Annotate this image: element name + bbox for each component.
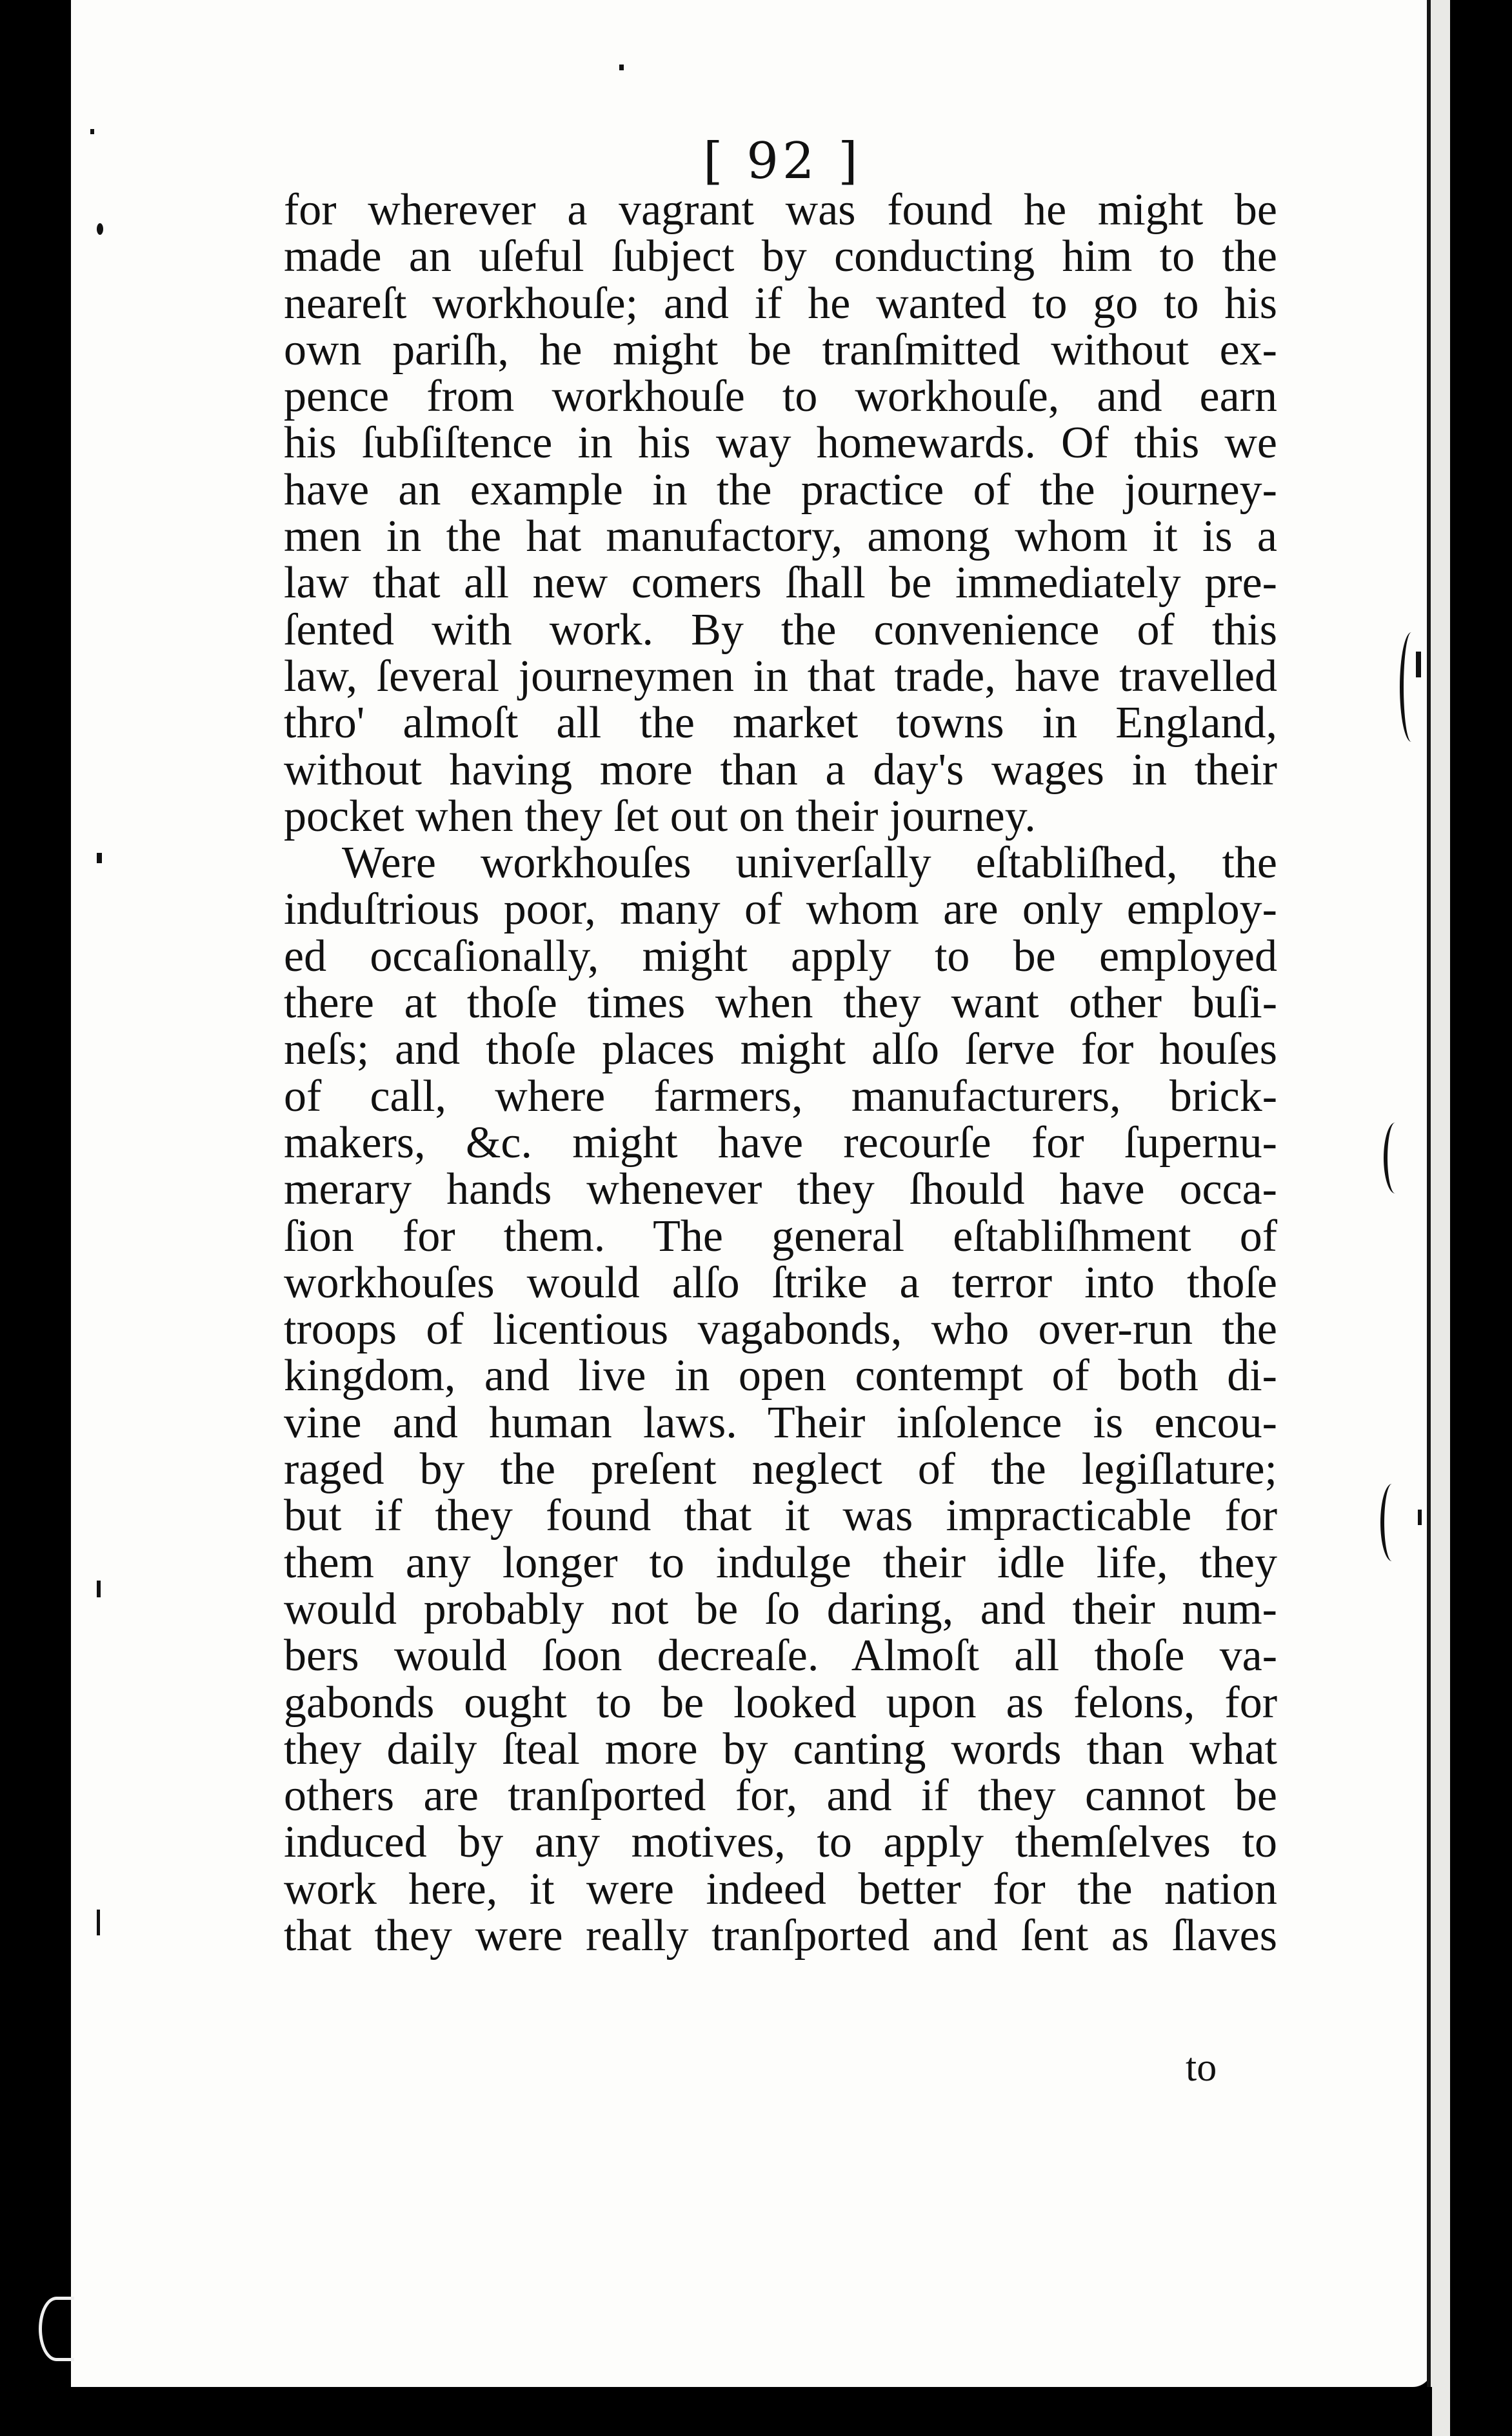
catchword: to	[1186, 2046, 1217, 2090]
text-line: ſion for them. The general eſtabliſhment of	[284, 1211, 1277, 1261]
text-line: ed occaſionally, might apply to be employed	[284, 931, 1277, 981]
text-line: they daily ſteal more by canting words than what	[284, 1724, 1277, 1774]
text-line: work here, it were indeed better for the nation	[284, 1864, 1277, 1914]
text-line: neſs; and thoſe places might alſo ſerve for houſes	[284, 1024, 1277, 1075]
scan-corner-mark	[39, 2297, 74, 2361]
text-line: kingdom, and live in open contempt of both di-	[284, 1351, 1277, 1401]
text-line: for wherever a vagrant was found he might be	[284, 185, 1277, 235]
scan-bottom-border	[71, 2387, 1432, 2436]
scan-speck	[1418, 1510, 1422, 1525]
paragraph-first-line: Were workhouſes univerſally eſtabliſhed, the	[342, 838, 1277, 888]
text-line: ſented with work. By the convenience of this	[284, 604, 1277, 655]
text-line: induſtrious poor, many of whom are only employ-	[284, 884, 1277, 935]
text-line: them any longer to indulge their idle life, they	[284, 1537, 1277, 1588]
page-header: [ 92 ]	[703, 132, 862, 190]
text-line: his ſubſiſtence in his way homewards. Of this we	[284, 418, 1277, 468]
scan-speck	[97, 853, 102, 863]
text-line: made an uſeful ſubject by conducting him to the	[284, 232, 1277, 282]
binding-thread-mark	[1380, 1484, 1404, 1561]
text-line: law, ſeveral journeymen in that trade, have travelled	[284, 651, 1277, 701]
text-line: without having more than a day's wages in their	[284, 744, 1277, 795]
scan-speck	[97, 1581, 101, 1597]
scan-speck	[97, 1910, 100, 1935]
text-line: of call, where farmers, manufacturers, brick-	[284, 1071, 1277, 1121]
text-line: induced by any motives, to apply themſelves to	[284, 1817, 1277, 1868]
scan-speck	[619, 65, 624, 70]
paragraph-last-line: pocket when they ſet out on their journey.	[284, 791, 1036, 841]
scan-speck	[97, 223, 103, 235]
text-line: neareſt workhouſe; and if he wanted to go to his	[284, 278, 1277, 328]
facing-page-edge	[1427, 0, 1450, 2436]
binding-thread-mark	[1400, 632, 1423, 742]
text-line: workhouſes would alſo ſtrike a terror into thoſe	[284, 1257, 1277, 1308]
text-line: gabonds ought to be looked upon as felons, for	[284, 1677, 1277, 1728]
text-line: own pariſh, he might be tranſmitted without ex-	[284, 324, 1277, 375]
text-line: there at thoſe times when they want other buſi-	[284, 978, 1277, 1028]
text-line: makers, &c. might have recourſe for ſupernu-	[284, 1117, 1277, 1168]
text-line: thro' almoſt all the market towns in England,	[284, 698, 1277, 748]
text-line: others are tranſported for, and if they cannot be	[284, 1771, 1277, 1821]
text-line: men in the hat manufactory, among whom it is a	[284, 512, 1277, 562]
text-line: that they were really tranſported and ſent as ſlaves	[284, 1910, 1277, 1961]
text-line: have an example in the practice of the journey-	[284, 464, 1277, 515]
page-body-text	[284, 187, 1277, 1959]
text-line: bers would ſoon decreaſe. Almoſt all thoſe va-	[284, 1631, 1277, 1681]
text-line: raged by the preſent neglect of the legiſlature;	[284, 1444, 1277, 1495]
text-line: troops of licentious vagabonds, who over-run the	[284, 1304, 1277, 1355]
text-line: vine and human laws. Their inſolence is encou-	[284, 1397, 1277, 1448]
text-line: but if they found that it was impracticable for	[284, 1491, 1277, 1541]
binding-thread-mark	[1384, 1123, 1407, 1193]
text-line: merary hands whenever they ſhould have occa-	[284, 1164, 1277, 1215]
scan-speck	[90, 129, 94, 134]
text-line: pence from workhouſe to workhouſe, and earn	[284, 372, 1277, 422]
text-line: law that all new comers ſhall be immediately pre-	[284, 558, 1277, 608]
text-line: would probably not be ſo daring, and their num-	[284, 1584, 1277, 1634]
